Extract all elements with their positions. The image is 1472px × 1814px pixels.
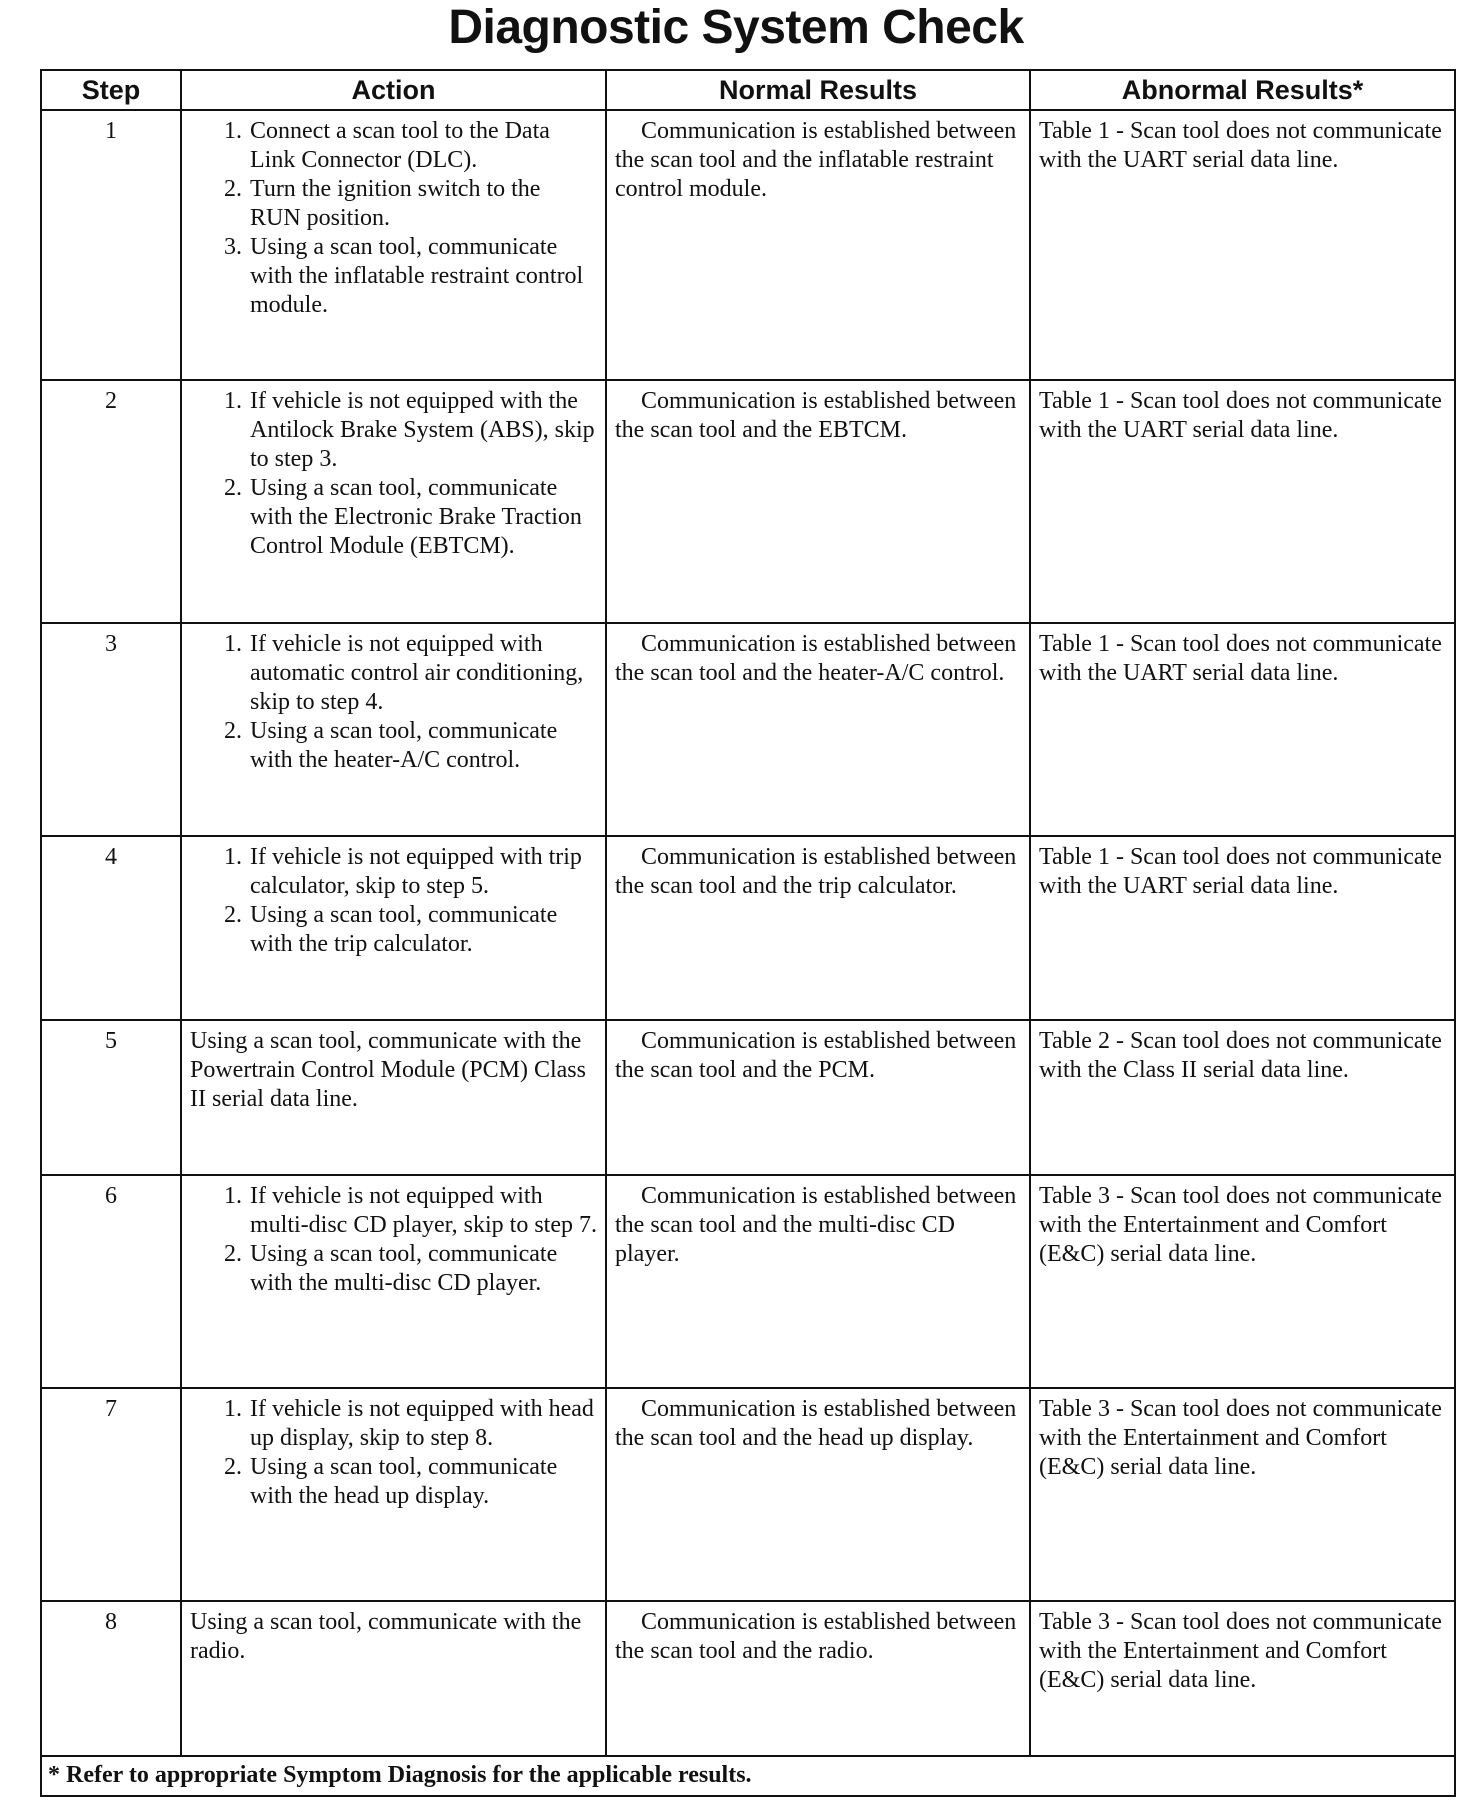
table-row bbox=[41, 1020, 1455, 1175]
normal-result-cell bbox=[606, 836, 1030, 1020]
normal-result-cell bbox=[606, 1388, 1030, 1601]
action-item: 1. If vehicle is not equipped with trip calculator, skip to step 5. bbox=[248, 843, 597, 901]
normal-result-cell bbox=[606, 1020, 1030, 1175]
action-item: 1. If vehicle is not equipped with head up display, skip to step 8. bbox=[248, 1395, 597, 1453]
action-list bbox=[190, 117, 597, 320]
action-item: 1. If vehicle is not equipped with the Antilock Brake System (ABS), skip to step 3. bbox=[248, 387, 597, 474]
abnormal-result-cell bbox=[1030, 623, 1455, 836]
abnormal-result-cell bbox=[1030, 1388, 1455, 1601]
action-list bbox=[190, 843, 597, 959]
action-item: 2. Using a scan tool, communicate with the head up display. bbox=[248, 1453, 597, 1511]
normal-result-cell bbox=[606, 1175, 1030, 1388]
table-row bbox=[41, 623, 1455, 836]
action-item: 2. Using a scan tool, communicate with the heater-A/C control. bbox=[248, 717, 597, 775]
abnormal-result-cell bbox=[1030, 1020, 1455, 1175]
header-row bbox=[41, 70, 1455, 110]
action-text: Using a scan tool, communicate with the Powertrain Control Module (PCM) Class II serial data line. bbox=[190, 1028, 586, 1112]
header-normal-results: Normal Results bbox=[606, 70, 1030, 110]
action-item: 2. Turn the ignition switch to the RUN position. bbox=[248, 175, 597, 233]
action-cell bbox=[181, 1388, 606, 1601]
step-number: 3 bbox=[41, 623, 181, 836]
abnormal-result-cell bbox=[1030, 1601, 1455, 1756]
table-row bbox=[41, 1388, 1455, 1601]
step-number: 4 bbox=[41, 836, 181, 1020]
action-item: 1. If vehicle is not equipped with automatic control air conditioning, skip to step 4. bbox=[248, 630, 597, 717]
action-cell bbox=[181, 1601, 606, 1756]
header-abnormal-results: Abnormal Results* bbox=[1030, 70, 1455, 110]
normal-result-text: Communication is established between the scan tool and the head up display. bbox=[615, 1396, 1017, 1451]
abnormal-result-text: Table 3 - Scan tool does not communicate with the Entertainment and Comfort (E&C) serial data line. bbox=[1039, 1609, 1442, 1693]
action-item: 2. Using a scan tool, communicate with the multi-disc CD player. bbox=[248, 1240, 597, 1298]
abnormal-result-text: Table 3 - Scan tool does not communicate with the Entertainment and Comfort (E&C) serial data line. bbox=[1039, 1183, 1442, 1267]
table-row bbox=[41, 836, 1455, 1020]
action-cell bbox=[181, 836, 606, 1020]
action-cell bbox=[181, 110, 606, 380]
abnormal-result-cell bbox=[1030, 380, 1455, 623]
abnormal-result-cell bbox=[1030, 836, 1455, 1020]
step-number: 5 bbox=[41, 1020, 181, 1175]
footnote: * Refer to appropriate Symptom Diagnosis for the applicable results. bbox=[41, 1756, 1455, 1796]
action-cell bbox=[181, 380, 606, 623]
table-row bbox=[41, 1175, 1455, 1388]
action-item: 3. Using a scan tool, communicate with the inflatable restraint control module. bbox=[248, 233, 597, 320]
footnote-row bbox=[41, 1756, 1455, 1796]
normal-result-cell bbox=[606, 623, 1030, 836]
header-step: Step bbox=[41, 70, 181, 110]
abnormal-result-text: Table 1 - Scan tool does not communicate with the UART serial data line. bbox=[1039, 631, 1442, 686]
step-number: 6 bbox=[41, 1175, 181, 1388]
action-item: 2. Using a scan tool, communicate with the trip calculator. bbox=[248, 901, 597, 959]
table-row bbox=[41, 1601, 1455, 1756]
action-cell bbox=[181, 1175, 606, 1388]
action-cell bbox=[181, 623, 606, 836]
step-number: 8 bbox=[41, 1601, 181, 1756]
page-title: Diagnostic System Check bbox=[448, 1, 1024, 54]
step-number: 2 bbox=[41, 380, 181, 623]
normal-result-text: Communication is established between the scan tool and the heater-A/C control. bbox=[615, 631, 1017, 686]
table-row bbox=[41, 110, 1455, 380]
action-item: 2. Using a scan tool, communicate with the Electronic Brake Traction Control Module (EBTCM). bbox=[248, 474, 597, 561]
abnormal-result-text: Table 2 - Scan tool does not communicate with the Class II serial data line. bbox=[1039, 1028, 1442, 1083]
table-row bbox=[41, 380, 1455, 623]
abnormal-result-cell bbox=[1030, 1175, 1455, 1388]
step-number: 7 bbox=[41, 1388, 181, 1601]
normal-result-cell bbox=[606, 110, 1030, 380]
action-cell bbox=[181, 1020, 606, 1175]
normal-result-text: Communication is established between the scan tool and the EBTCM. bbox=[615, 388, 1017, 443]
action-list bbox=[190, 1182, 597, 1298]
header-action: Action bbox=[181, 70, 606, 110]
step-number: 1 bbox=[41, 110, 181, 380]
normal-result-text: Communication is established between the scan tool and the PCM. bbox=[615, 1028, 1017, 1083]
abnormal-result-text: Table 1 - Scan tool does not communicate with the UART serial data line. bbox=[1039, 118, 1442, 173]
normal-result-text: Communication is established between the scan tool and the radio. bbox=[615, 1609, 1017, 1664]
diagnostic-table bbox=[40, 69, 1456, 1797]
normal-result-text: Communication is established between the scan tool and the trip calculator. bbox=[615, 844, 1017, 899]
action-item: 1. Connect a scan tool to the Data Link Connector (DLC). bbox=[248, 117, 597, 175]
action-list bbox=[190, 630, 597, 775]
action-list bbox=[190, 387, 597, 561]
normal-result-text: Communication is established between the scan tool and the multi-disc CD player. bbox=[615, 1183, 1017, 1267]
abnormal-result-text: Table 1 - Scan tool does not communicate with the UART serial data line. bbox=[1039, 388, 1442, 443]
normal-result-cell bbox=[606, 380, 1030, 623]
abnormal-result-text: Table 1 - Scan tool does not communicate with the UART serial data line. bbox=[1039, 844, 1442, 899]
abnormal-result-cell bbox=[1030, 110, 1455, 380]
normal-result-cell bbox=[606, 1601, 1030, 1756]
action-text: Using a scan tool, communicate with the radio. bbox=[190, 1609, 582, 1664]
abnormal-result-text: Table 3 - Scan tool does not communicate with the Entertainment and Comfort (E&C) serial data line. bbox=[1039, 1396, 1442, 1480]
action-list bbox=[190, 1395, 597, 1511]
normal-result-text: Communication is established between the scan tool and the inflatable restraint control module. bbox=[615, 118, 1017, 202]
action-item: 1. If vehicle is not equipped with multi-disc CD player, skip to step 7. bbox=[248, 1182, 597, 1240]
